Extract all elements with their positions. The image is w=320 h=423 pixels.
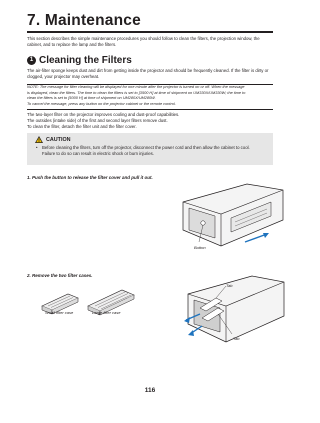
release-button-icon (201, 221, 205, 225)
note-block (27, 85, 273, 107)
page-number: 116 (144, 387, 156, 394)
tab-label-bottom: Tab (233, 336, 240, 341)
step-1: 1. Push the button to release the filter cover and pull it out. (27, 175, 153, 180)
chapter-title: 7. Maintenance (27, 12, 141, 29)
warning-triangle-icon (35, 136, 43, 143)
caution-text: Before cleaning the filters, turn off the projector, disconnect the power cord and then allow the cabinet to cool. Failure to do so can result in electric shock or burn injuries. (42, 145, 250, 156)
caution-bullet: • (36, 145, 38, 150)
section-heading (27, 54, 132, 66)
small-filter-case-label: Small filter case (45, 310, 74, 315)
intro-paragraph: This section describes the simple maintenance procedures you should follow to clean the filters, the projection window, the cabinet, and to replace the lamp and the filters. (27, 36, 260, 47)
filter-info-paragraph (27, 112, 273, 130)
remove-arrow-icon-2 (188, 330, 194, 336)
note-rule-bottom (27, 109, 273, 110)
step-2: 2. Remove the two filter cases. (27, 273, 93, 278)
filter-removal-illustration (178, 268, 286, 356)
large-filter-case-label: Large filter case (92, 310, 121, 315)
section-description: The air-filter sponge keeps dust and dirt from getting inside the projector and should be frequently cleaned. If the filter is dirty or clogged, your projector may overheat. (27, 68, 269, 79)
caution-header (35, 136, 71, 143)
filter-cover-illustration (175, 180, 285, 265)
body-line-3: To clean the filter, detach the filter unit and the filter cover. (27, 124, 137, 129)
caution-label: CAUTION (46, 136, 71, 143)
note-line-4: To cancel the message, press any button on the projector cabinet or the remote control. (27, 101, 176, 106)
body-line-2: The outsides (intake side) of the first and second layer filters remove dust. (27, 118, 168, 123)
note-line-1: NOTE: The message for filter cleaning will be displayed for one minute after the projector is turned on or off. When the message (27, 85, 245, 89)
remove-arrow-icon (184, 317, 190, 323)
button-label: Button (194, 245, 206, 250)
note-line-2: is displayed, clean the filters. The time to clean the filters is set to [3500 H] at time of shipment on UM330X/UM330W; the time to (27, 90, 246, 95)
caution-box (27, 133, 273, 165)
note-line-3: clean the filters is set to [5000 H] at time of shipment on UM280X/UM280W. (27, 96, 156, 101)
section-title: Cleaning the Filters (39, 54, 132, 66)
body-line-1: The two-layer filter on the projector improves cooling and dust-proof capabilities. (27, 112, 180, 117)
chapter-rule (27, 31, 273, 33)
tab-label-top: Tab (226, 283, 233, 288)
section-number-badge: 1 (27, 56, 36, 65)
